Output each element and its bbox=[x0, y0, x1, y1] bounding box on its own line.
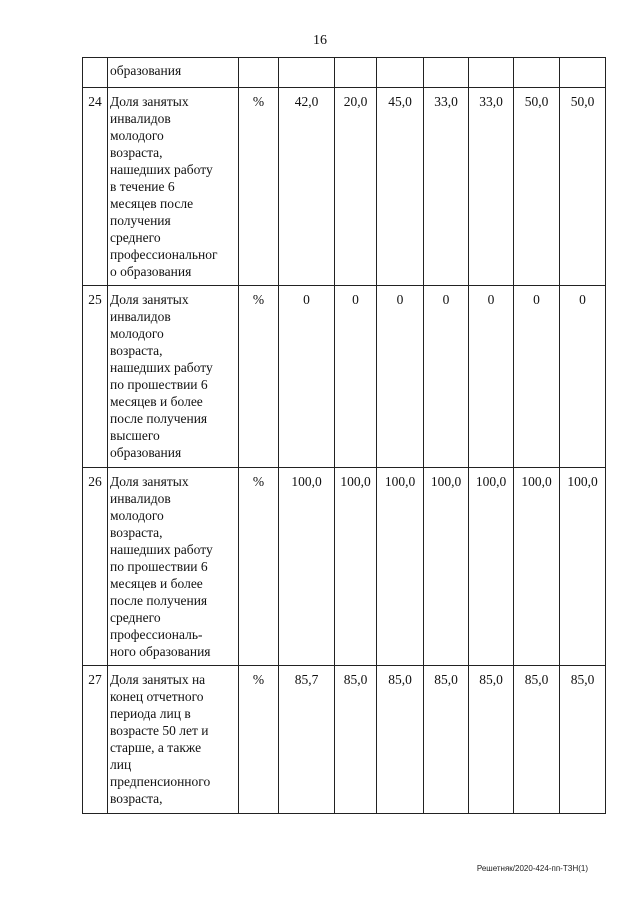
value-cell bbox=[335, 58, 377, 88]
indicator-name-cell: Доля занятых инвалидов молодого возраста, нашедших работу в течение 6 месяцев после получения среднего профессиональног о образования bbox=[108, 88, 239, 286]
value-cell: 0 bbox=[335, 286, 377, 468]
value-cell: 85,0 bbox=[377, 666, 424, 814]
value-cell: 100,0 bbox=[377, 468, 424, 666]
value-cell bbox=[377, 58, 424, 88]
table-row-continuation bbox=[83, 58, 606, 88]
value-cell: 85,0 bbox=[514, 666, 560, 814]
row-number-cell: 24 bbox=[83, 88, 108, 286]
table-row bbox=[83, 88, 606, 286]
document-code: Решетняк/2020-424-пп-ТЗН(1) bbox=[476, 864, 588, 873]
table-row bbox=[83, 666, 606, 814]
value-cell: 50,0 bbox=[514, 88, 560, 286]
value-cell: 0 bbox=[377, 286, 424, 468]
indicator-name-cell: Доля занятых инвалидов молодого возраста, нашедших работу по прошествии 6 месяцев и более после получения среднего профессиональ- ного образования bbox=[108, 468, 239, 666]
value-cell: 85,7 bbox=[279, 666, 335, 814]
unit-cell: % bbox=[239, 666, 279, 814]
unit-cell bbox=[239, 58, 279, 88]
value-cell: 100,0 bbox=[514, 468, 560, 666]
value-cell bbox=[560, 58, 606, 88]
value-cell: 85,0 bbox=[335, 666, 377, 814]
value-cell bbox=[514, 58, 560, 88]
value-cell: 0 bbox=[469, 286, 514, 468]
value-cell: 20,0 bbox=[335, 88, 377, 286]
value-cell: 100,0 bbox=[424, 468, 469, 666]
table-row bbox=[83, 468, 606, 666]
page-number: 16 bbox=[313, 33, 327, 48]
value-cell: 42,0 bbox=[279, 88, 335, 286]
unit-cell: % bbox=[239, 88, 279, 286]
value-cell bbox=[424, 58, 469, 88]
value-cell bbox=[279, 58, 335, 88]
unit-cell: % bbox=[239, 468, 279, 666]
value-cell: 100,0 bbox=[469, 468, 514, 666]
value-cell: 33,0 bbox=[469, 88, 514, 286]
value-cell: 85,0 bbox=[560, 666, 606, 814]
row-number-cell: 26 bbox=[83, 468, 108, 666]
value-cell: 0 bbox=[560, 286, 606, 468]
value-cell: 85,0 bbox=[469, 666, 514, 814]
indicator-name-cell: Доля занятых на конец отчетного периода лиц в возрасте 50 лет и старше, а также лиц предпенсионного возраста, bbox=[108, 666, 239, 814]
value-cell bbox=[469, 58, 514, 88]
value-cell: 85,0 bbox=[424, 666, 469, 814]
value-cell: 0 bbox=[279, 286, 335, 468]
value-cell: 0 bbox=[514, 286, 560, 468]
indicator-name-cell: Доля занятых инвалидов молодого возраста, нашедших работу по прошествии 6 месяцев и более после получения высшего образования bbox=[108, 286, 239, 468]
indicator-name-cell: образования bbox=[108, 58, 239, 88]
value-cell: 100,0 bbox=[279, 468, 335, 666]
value-cell: 100,0 bbox=[560, 468, 606, 666]
value-cell: 0 bbox=[424, 286, 469, 468]
row-number-cell: 27 bbox=[83, 666, 108, 814]
unit-cell: % bbox=[239, 286, 279, 468]
row-number-cell: 25 bbox=[83, 286, 108, 468]
value-cell: 33,0 bbox=[424, 88, 469, 286]
value-cell: 45,0 bbox=[377, 88, 424, 286]
table-row bbox=[83, 286, 606, 468]
row-number-cell bbox=[83, 58, 108, 88]
indicators-table bbox=[82, 57, 606, 814]
value-cell: 50,0 bbox=[560, 88, 606, 286]
value-cell: 100,0 bbox=[335, 468, 377, 666]
